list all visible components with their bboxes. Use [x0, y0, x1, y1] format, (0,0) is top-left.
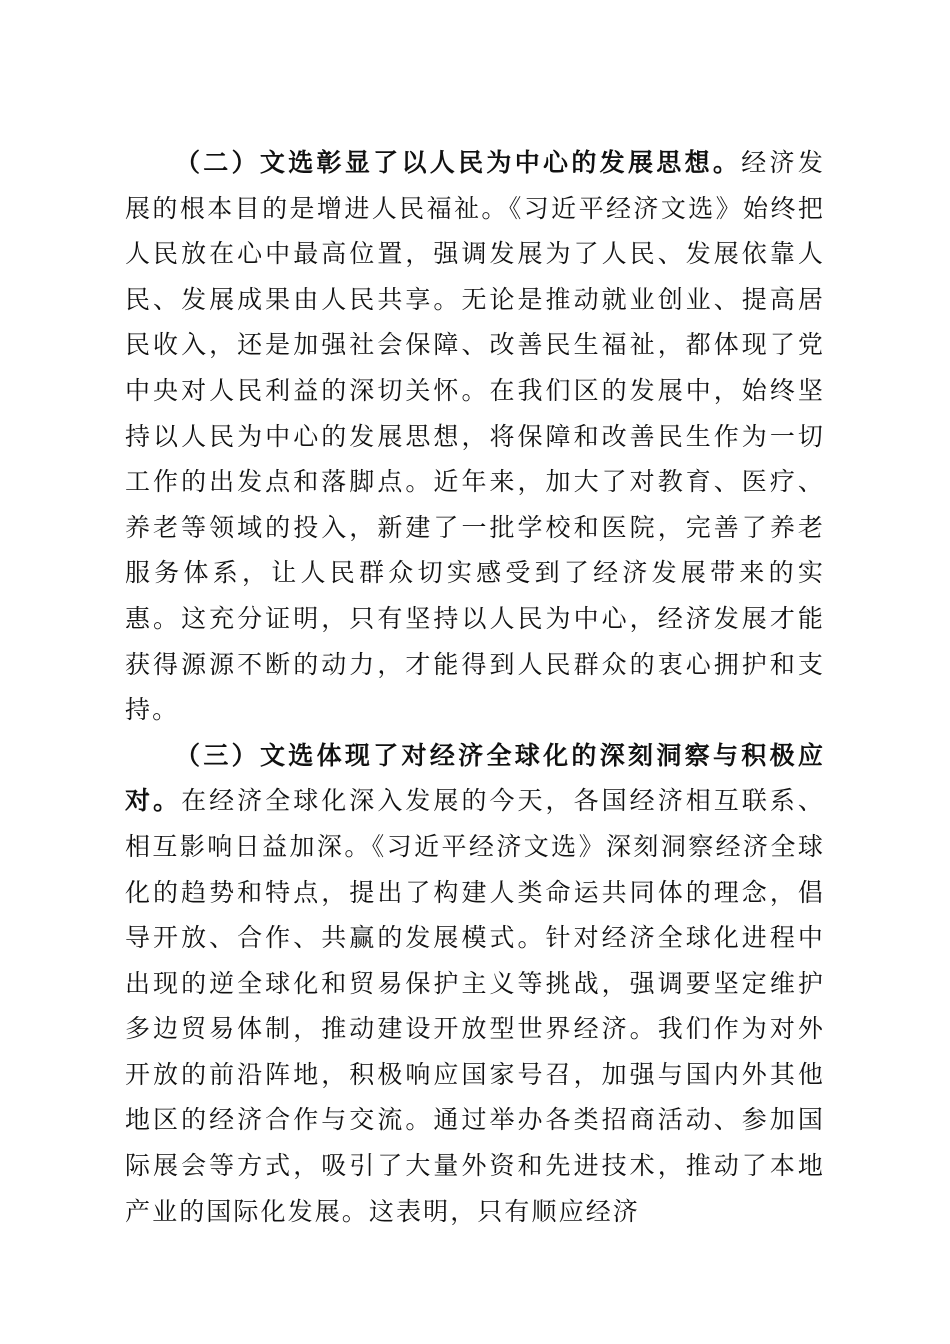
- paragraph-globalization: [125, 733, 825, 1235]
- section-heading-3: （三）文选体现了对经济全球化的深刻洞察与积极应对。: [125, 740, 825, 816]
- paragraph-people-centered: [125, 140, 825, 733]
- document-page: [125, 140, 825, 1234]
- paragraph-body-2: 经济发展的根本目的是增进人民福祉。《习近平经济文选》始终把人民放在心中最高位置，强调发展为了人民、发展依靠人民、发展成果由人民共享。无论是推动就业创业、提高居民收入，还是加强社会保障、改善民生福祉，都体现了党中央对人民利益的深切关怀。在我们区的发展中，始终坚持以人民为中心的发展思想，将保障和改善民生作为一切工作的出发点和落脚点。近年来，加大了对教育、医疗、养老等领域的投入，新建了一批学校和医院，完善了养老服务体系，让人民群众切实感受到了经济发展带来的实惠。这充分证明，只有坚持以人民为中心，经济发展才能获得源源不断的动力，才能得到人民群众的衷心拥护和支持。: [125, 148, 825, 725]
- paragraph-body-3: 在经济全球化深入发展的今天，各国经济相互联系、相互影响日益加深。《习近平经济文选》深刻洞察经济全球化的趋势和特点，提出了构建人类命运共同体的理念，倡导开放、合作、共赢的发展模式。针对经济全球化进程中出现的逆全球化和贸易保护主义等挑战，强调要坚定维护多边贸易体制，推动建设开放型世界经济。我们作为对外开放的前沿阵地，积极响应国家号召，加强与国内外其他地区的经济合作与交流。通过举办各类招商活动、参加国际展会等方式，吸引了大量外资和先进技术，推动了本地产业的国际化发展。这表明，只有顺应经济: [125, 786, 825, 1226]
- section-heading-2: （二）文选彰显了以人民为中心的发展思想。: [175, 148, 742, 177]
